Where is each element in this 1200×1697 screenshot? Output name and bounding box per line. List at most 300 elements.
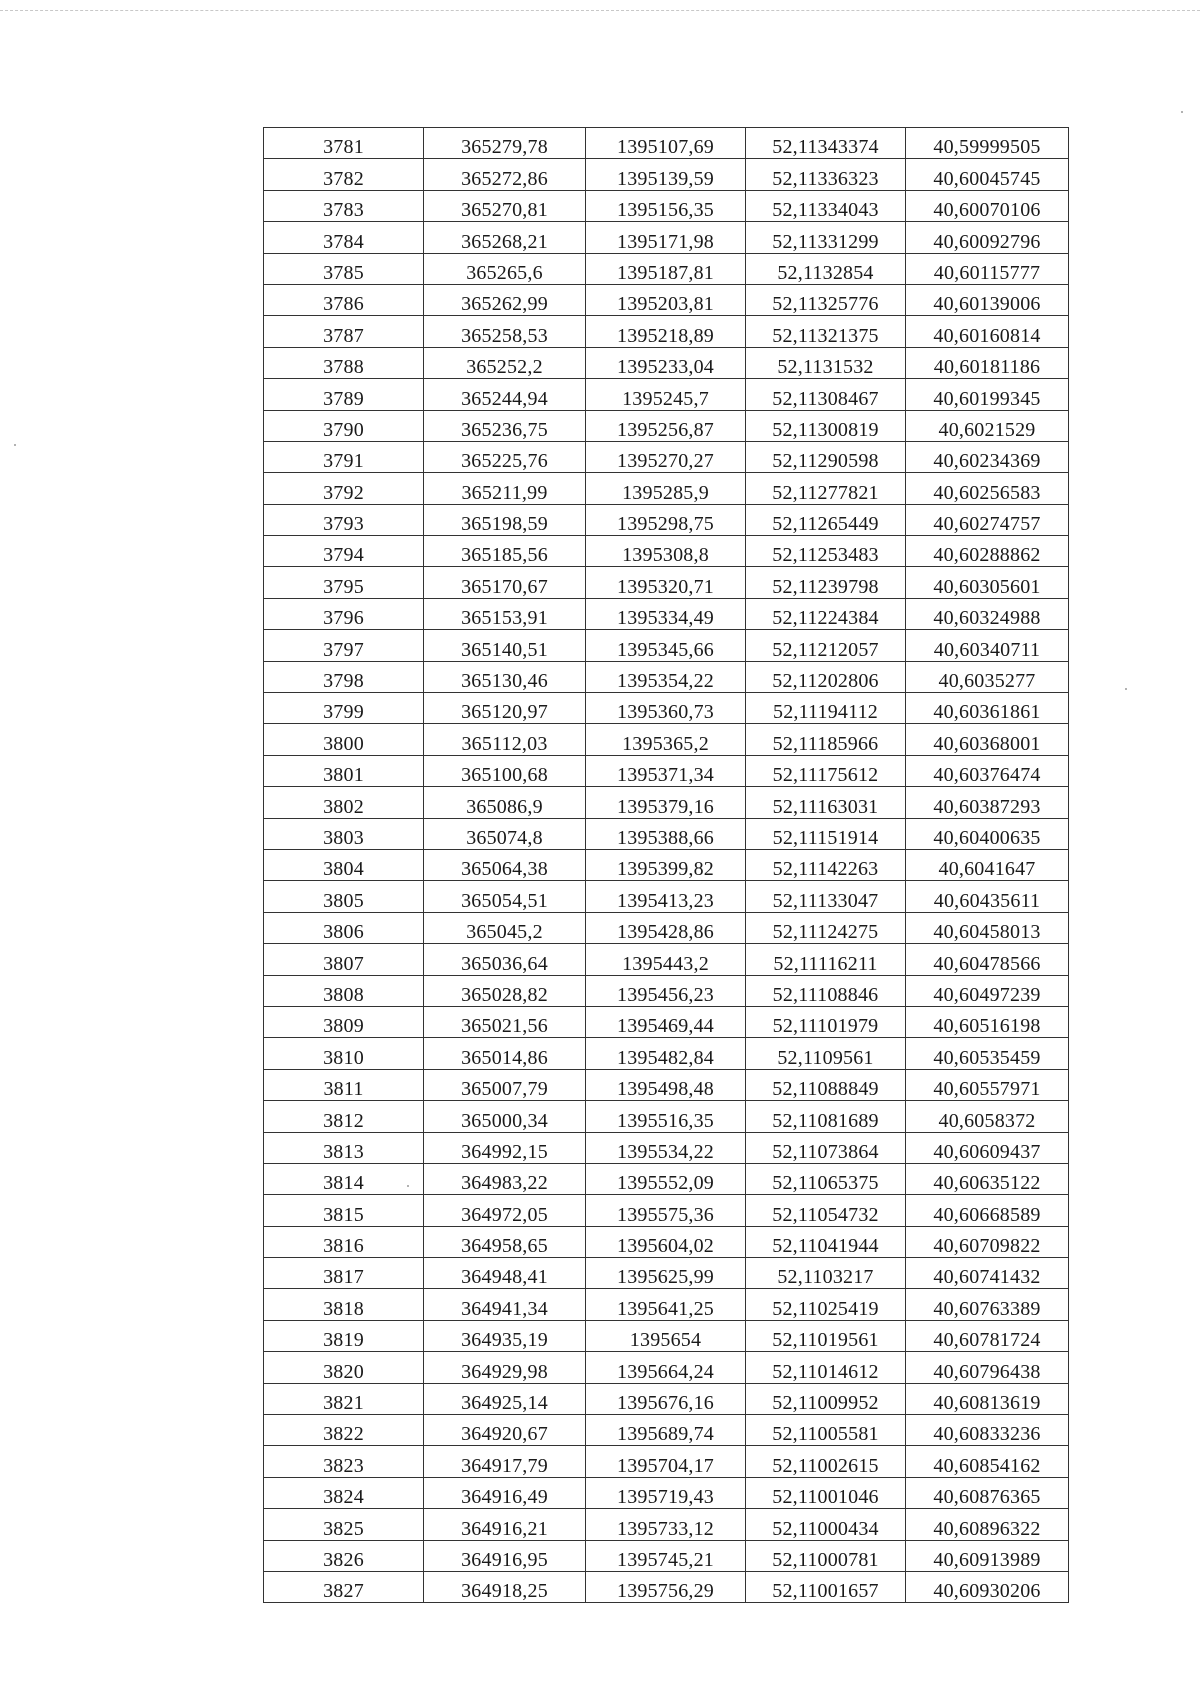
cell-text: 3791 bbox=[323, 450, 364, 473]
cell-text: 52,11124275 bbox=[772, 921, 879, 944]
cell-text: 52,11001657 bbox=[772, 1580, 879, 1603]
cell-text: 40,60368001 bbox=[933, 732, 1041, 755]
x-coordinate-cell bbox=[424, 944, 586, 975]
y-coordinate-cell bbox=[586, 1540, 746, 1571]
y-coordinate-cell bbox=[586, 1446, 746, 1477]
latitude-cell bbox=[746, 661, 906, 692]
point-number-cell bbox=[264, 1540, 424, 1571]
latitude-cell bbox=[746, 347, 906, 378]
cell-text: 364917,79 bbox=[461, 1454, 548, 1477]
longitude-cell bbox=[906, 504, 1069, 535]
cell-text: 1395719,43 bbox=[617, 1486, 714, 1509]
table-row bbox=[264, 1132, 1069, 1163]
latitude-cell bbox=[746, 1352, 906, 1383]
point-number-cell bbox=[264, 159, 424, 190]
table-row bbox=[264, 1571, 1069, 1602]
cell-text: 40,60609437 bbox=[933, 1140, 1041, 1163]
cell-text: 52,11025419 bbox=[772, 1297, 879, 1320]
cell-text: 3809 bbox=[323, 1015, 364, 1038]
longitude-cell bbox=[906, 849, 1069, 880]
cell-text: 52,1103217 bbox=[777, 1266, 874, 1289]
cell-text: 364992,15 bbox=[461, 1140, 548, 1163]
cell-text: 1395443,2 bbox=[622, 952, 709, 975]
point-number-cell bbox=[264, 1352, 424, 1383]
y-coordinate-cell bbox=[586, 128, 746, 159]
cell-text: 40,59999505 bbox=[933, 136, 1041, 159]
longitude-cell bbox=[906, 1320, 1069, 1351]
cell-text: 1395575,36 bbox=[617, 1203, 714, 1226]
x-coordinate-cell bbox=[424, 1571, 586, 1602]
cell-text: 40,60535459 bbox=[933, 1046, 1041, 1069]
cell-text: 3797 bbox=[323, 638, 364, 661]
x-coordinate-cell bbox=[424, 912, 586, 943]
cell-text: 3793 bbox=[323, 513, 364, 536]
point-number-cell bbox=[264, 849, 424, 880]
y-coordinate-cell bbox=[586, 693, 746, 724]
point-number-cell bbox=[264, 1383, 424, 1414]
cell-text: 364916,21 bbox=[461, 1517, 548, 1540]
y-coordinate-cell bbox=[586, 504, 746, 535]
cell-text: 52,11065375 bbox=[772, 1172, 879, 1195]
latitude-cell bbox=[746, 190, 906, 221]
longitude-cell bbox=[906, 1415, 1069, 1446]
cell-text: 364929,98 bbox=[461, 1360, 548, 1383]
latitude-cell bbox=[746, 1320, 906, 1351]
cell-text: 52,11001046 bbox=[772, 1486, 879, 1509]
y-coordinate-cell bbox=[586, 787, 746, 818]
cell-text: 40,60115777 bbox=[933, 261, 1041, 284]
table-row bbox=[264, 1352, 1069, 1383]
cell-text: 1395256,87 bbox=[617, 418, 714, 441]
cell-text: 3789 bbox=[323, 387, 364, 410]
cell-text: 40,60813619 bbox=[933, 1392, 1041, 1415]
x-coordinate-cell bbox=[424, 1195, 586, 1226]
point-number-cell bbox=[264, 1195, 424, 1226]
cell-text: 3787 bbox=[323, 324, 364, 347]
table-row bbox=[264, 975, 1069, 1006]
longitude-cell bbox=[906, 1289, 1069, 1320]
cell-text: 3826 bbox=[323, 1548, 364, 1571]
cell-text: 3821 bbox=[323, 1392, 364, 1415]
x-coordinate-cell bbox=[424, 975, 586, 1006]
longitude-cell bbox=[906, 128, 1069, 159]
x-coordinate-cell bbox=[424, 1383, 586, 1414]
cell-text: 3822 bbox=[323, 1423, 364, 1446]
latitude-cell bbox=[746, 284, 906, 315]
cell-text: 1395654 bbox=[629, 1329, 702, 1352]
point-number-cell bbox=[264, 1477, 424, 1508]
point-number-cell bbox=[264, 787, 424, 818]
cell-text: 1395756,29 bbox=[617, 1580, 714, 1603]
x-coordinate-cell bbox=[424, 379, 586, 410]
cell-text: 1395456,23 bbox=[617, 983, 714, 1006]
cell-text: 1395298,75 bbox=[617, 513, 714, 536]
cell-text: 1395365,2 bbox=[622, 732, 709, 755]
table-row bbox=[264, 1069, 1069, 1100]
cell-text: 3824 bbox=[323, 1486, 364, 1509]
point-number-cell bbox=[264, 724, 424, 755]
point-number-cell bbox=[264, 1006, 424, 1037]
longitude-cell bbox=[906, 253, 1069, 284]
cell-text: 365074,8 bbox=[466, 826, 543, 849]
longitude-cell bbox=[906, 1069, 1069, 1100]
point-number-cell bbox=[264, 1509, 424, 1540]
cell-text: 52,11002615 bbox=[772, 1454, 879, 1477]
y-coordinate-cell bbox=[586, 1320, 746, 1351]
cell-text: 40,60709822 bbox=[933, 1235, 1041, 1258]
latitude-cell bbox=[746, 818, 906, 849]
cell-text: 1395379,16 bbox=[617, 795, 714, 818]
table-row bbox=[264, 693, 1069, 724]
table-row bbox=[264, 159, 1069, 190]
cell-text: 3818 bbox=[323, 1297, 364, 1320]
latitude-cell bbox=[746, 1163, 906, 1194]
point-number-cell bbox=[264, 253, 424, 284]
latitude-cell bbox=[746, 944, 906, 975]
point-number-cell bbox=[264, 410, 424, 441]
cell-text: 52,11253483 bbox=[772, 544, 879, 567]
latitude-cell bbox=[746, 1540, 906, 1571]
latitude-cell bbox=[746, 630, 906, 661]
y-coordinate-cell bbox=[586, 1038, 746, 1069]
cell-text: 40,60376474 bbox=[933, 764, 1041, 787]
latitude-cell bbox=[746, 1132, 906, 1163]
y-coordinate-cell bbox=[586, 1352, 746, 1383]
cell-text: 365014,86 bbox=[461, 1046, 548, 1069]
cell-text: 3817 bbox=[323, 1266, 364, 1289]
y-coordinate-cell bbox=[586, 1415, 746, 1446]
point-number-cell bbox=[264, 1101, 424, 1132]
cell-text: 52,11009952 bbox=[772, 1392, 879, 1415]
cell-text: 365054,51 bbox=[461, 889, 548, 912]
longitude-cell bbox=[906, 661, 1069, 692]
cell-text: 52,1132854 bbox=[777, 261, 874, 284]
cell-text: 1395516,35 bbox=[617, 1109, 714, 1132]
y-coordinate-cell bbox=[586, 944, 746, 975]
latitude-cell bbox=[746, 410, 906, 441]
cell-text: 1395203,81 bbox=[617, 293, 714, 316]
longitude-cell bbox=[906, 379, 1069, 410]
cell-text: 1395733,12 bbox=[617, 1517, 714, 1540]
point-number-cell bbox=[264, 1320, 424, 1351]
cell-text: 1395689,74 bbox=[617, 1423, 714, 1446]
longitude-cell bbox=[906, 441, 1069, 472]
table-row bbox=[264, 473, 1069, 504]
cell-text: 365130,46 bbox=[461, 670, 548, 693]
cell-text: 52,11331299 bbox=[772, 230, 879, 253]
cell-text: 1395413,23 bbox=[617, 889, 714, 912]
x-coordinate-cell bbox=[424, 1006, 586, 1037]
cell-text: 52,11101979 bbox=[772, 1015, 879, 1038]
y-coordinate-cell bbox=[586, 1571, 746, 1602]
x-coordinate-cell bbox=[424, 1226, 586, 1257]
point-number-cell bbox=[264, 818, 424, 849]
scan-speck bbox=[14, 444, 16, 446]
y-coordinate-cell bbox=[586, 1509, 746, 1540]
cell-text: 40,60387293 bbox=[933, 795, 1041, 818]
cell-text: 3804 bbox=[323, 858, 364, 881]
cell-text: 3805 bbox=[323, 889, 364, 912]
y-coordinate-cell bbox=[586, 1132, 746, 1163]
cell-text: 3811 bbox=[323, 1078, 364, 1101]
cell-text: 40,60092796 bbox=[933, 230, 1041, 253]
latitude-cell bbox=[746, 1415, 906, 1446]
y-coordinate-cell bbox=[586, 473, 746, 504]
x-coordinate-cell bbox=[424, 410, 586, 441]
longitude-cell bbox=[906, 284, 1069, 315]
table-row bbox=[264, 630, 1069, 661]
cell-text: 3819 bbox=[323, 1329, 364, 1352]
latitude-cell bbox=[746, 504, 906, 535]
longitude-cell bbox=[906, 881, 1069, 912]
cell-text: 52,11151914 bbox=[772, 826, 879, 849]
y-coordinate-cell bbox=[586, 1195, 746, 1226]
cell-text: 40,6021529 bbox=[938, 418, 1036, 441]
cell-text: 40,60781724 bbox=[933, 1329, 1041, 1352]
point-number-cell bbox=[264, 755, 424, 786]
y-coordinate-cell bbox=[586, 567, 746, 598]
cell-text: 365268,21 bbox=[461, 230, 548, 253]
longitude-cell bbox=[906, 1006, 1069, 1037]
cell-text: 365170,67 bbox=[461, 575, 548, 598]
longitude-cell bbox=[906, 1226, 1069, 1257]
longitude-cell bbox=[906, 818, 1069, 849]
cell-text: 365036,64 bbox=[461, 952, 548, 975]
cell-text: 40,60930206 bbox=[933, 1580, 1041, 1603]
point-number-cell bbox=[264, 190, 424, 221]
longitude-cell bbox=[906, 1571, 1069, 1602]
cell-text: 40,60070106 bbox=[933, 199, 1041, 222]
cell-text: 3812 bbox=[323, 1109, 364, 1132]
cell-text: 40,60160814 bbox=[933, 324, 1041, 347]
table-row bbox=[264, 410, 1069, 441]
latitude-cell bbox=[746, 1383, 906, 1414]
point-number-cell bbox=[264, 567, 424, 598]
cell-text: 3820 bbox=[323, 1360, 364, 1383]
cell-text: 40,60435611 bbox=[933, 889, 1041, 912]
cell-text: 52,11133047 bbox=[772, 889, 879, 912]
cell-text: 52,11277821 bbox=[772, 481, 879, 504]
latitude-cell bbox=[746, 787, 906, 818]
x-coordinate-cell bbox=[424, 316, 586, 347]
cell-text: 365100,68 bbox=[461, 764, 548, 787]
longitude-cell bbox=[906, 1540, 1069, 1571]
cell-text: 3782 bbox=[323, 167, 364, 190]
table-row bbox=[264, 379, 1069, 410]
cell-text: 1395245,7 bbox=[622, 387, 709, 410]
longitude-cell bbox=[906, 598, 1069, 629]
cell-text: 1395233,04 bbox=[617, 356, 714, 379]
latitude-cell bbox=[746, 693, 906, 724]
latitude-cell bbox=[746, 1038, 906, 1069]
x-coordinate-cell bbox=[424, 1477, 586, 1508]
table-row bbox=[264, 1383, 1069, 1414]
longitude-cell bbox=[906, 724, 1069, 755]
cell-text: 52,11014612 bbox=[772, 1360, 879, 1383]
y-coordinate-cell bbox=[586, 1163, 746, 1194]
cell-text: 1395745,21 bbox=[617, 1548, 714, 1571]
latitude-cell bbox=[746, 1289, 906, 1320]
cell-text: 40,60181186 bbox=[933, 356, 1041, 379]
cell-text: 52,11343374 bbox=[772, 136, 879, 159]
table-row bbox=[264, 253, 1069, 284]
y-coordinate-cell bbox=[586, 1258, 746, 1289]
table-row bbox=[264, 1195, 1069, 1226]
cell-text: 40,60668589 bbox=[933, 1203, 1041, 1226]
cell-text: 364916,49 bbox=[461, 1486, 548, 1509]
cell-text: 3825 bbox=[323, 1517, 364, 1540]
longitude-cell bbox=[906, 1477, 1069, 1508]
cell-text: 3810 bbox=[323, 1046, 364, 1069]
table-row bbox=[264, 661, 1069, 692]
longitude-cell bbox=[906, 755, 1069, 786]
x-coordinate-cell bbox=[424, 1258, 586, 1289]
table-row bbox=[264, 1226, 1069, 1257]
latitude-cell bbox=[746, 1226, 906, 1257]
table-row bbox=[264, 504, 1069, 535]
point-number-cell bbox=[264, 975, 424, 1006]
point-number-cell bbox=[264, 347, 424, 378]
latitude-cell bbox=[746, 379, 906, 410]
x-coordinate-cell bbox=[424, 1320, 586, 1351]
longitude-cell bbox=[906, 410, 1069, 441]
latitude-cell bbox=[746, 881, 906, 912]
y-coordinate-cell bbox=[586, 818, 746, 849]
cell-text: 52,1109561 bbox=[777, 1046, 874, 1069]
cell-text: 1395218,89 bbox=[617, 324, 714, 347]
table-row bbox=[264, 567, 1069, 598]
x-coordinate-cell bbox=[424, 693, 586, 724]
point-number-cell bbox=[264, 1226, 424, 1257]
table-row bbox=[264, 1163, 1069, 1194]
latitude-cell bbox=[746, 1509, 906, 1540]
y-coordinate-cell bbox=[586, 1101, 746, 1132]
table-row bbox=[264, 284, 1069, 315]
cell-text: 364935,19 bbox=[461, 1329, 548, 1352]
x-coordinate-cell bbox=[424, 253, 586, 284]
cell-text: 1395371,34 bbox=[617, 764, 714, 787]
y-coordinate-cell bbox=[586, 881, 746, 912]
cell-text: 52,11019561 bbox=[772, 1329, 879, 1352]
y-coordinate-cell bbox=[586, 1006, 746, 1037]
cell-text: 40,60045745 bbox=[933, 167, 1041, 190]
point-number-cell bbox=[264, 473, 424, 504]
longitude-cell bbox=[906, 693, 1069, 724]
cell-text: 3796 bbox=[323, 607, 364, 630]
cell-text: 52,11290598 bbox=[772, 450, 879, 473]
y-coordinate-cell bbox=[586, 1289, 746, 1320]
longitude-cell bbox=[906, 975, 1069, 1006]
point-number-cell bbox=[264, 128, 424, 159]
cell-text: 52,11005581 bbox=[772, 1423, 879, 1446]
latitude-cell bbox=[746, 1477, 906, 1508]
x-coordinate-cell bbox=[424, 504, 586, 535]
y-coordinate-cell bbox=[586, 159, 746, 190]
table-row bbox=[264, 912, 1069, 943]
point-number-cell bbox=[264, 881, 424, 912]
x-coordinate-cell bbox=[424, 630, 586, 661]
cell-text: 52,11081689 bbox=[772, 1109, 879, 1132]
cell-text: 3781 bbox=[323, 136, 364, 159]
cell-text: 3783 bbox=[323, 199, 364, 222]
y-coordinate-cell bbox=[586, 912, 746, 943]
longitude-cell bbox=[906, 1038, 1069, 1069]
cell-text: 52,11088849 bbox=[772, 1078, 879, 1101]
longitude-cell bbox=[906, 473, 1069, 504]
x-coordinate-cell bbox=[424, 1069, 586, 1100]
cell-text: 3785 bbox=[323, 261, 364, 284]
cell-text: 3799 bbox=[323, 701, 364, 724]
y-coordinate-cell bbox=[586, 755, 746, 786]
y-coordinate-cell bbox=[586, 410, 746, 441]
cell-text: 52,11194112 bbox=[773, 701, 878, 724]
table-row bbox=[264, 598, 1069, 629]
cell-text: 40,60234369 bbox=[933, 450, 1041, 473]
cell-text: 1395171,98 bbox=[617, 230, 714, 253]
cell-text: 1395187,81 bbox=[617, 261, 714, 284]
longitude-cell bbox=[906, 536, 1069, 567]
cell-text: 1395469,44 bbox=[617, 1015, 714, 1038]
y-coordinate-cell bbox=[586, 441, 746, 472]
table-row bbox=[264, 347, 1069, 378]
table-row bbox=[264, 128, 1069, 159]
cell-text: 52,11325776 bbox=[772, 293, 879, 316]
cell-text: 1395360,73 bbox=[617, 701, 714, 724]
x-coordinate-cell bbox=[424, 1415, 586, 1446]
cell-text: 1395534,22 bbox=[617, 1140, 714, 1163]
longitude-cell bbox=[906, 944, 1069, 975]
cell-text: 3798 bbox=[323, 670, 364, 693]
x-coordinate-cell bbox=[424, 661, 586, 692]
point-number-cell bbox=[264, 441, 424, 472]
cell-text: 1395625,99 bbox=[617, 1266, 714, 1289]
cell-text: 365120,97 bbox=[461, 701, 548, 724]
table-row bbox=[264, 1446, 1069, 1477]
scan-speck bbox=[1181, 111, 1183, 113]
cell-text: 40,60876365 bbox=[933, 1486, 1041, 1509]
x-coordinate-cell bbox=[424, 536, 586, 567]
cell-text: 52,11116211 bbox=[773, 952, 878, 975]
cell-text: 3788 bbox=[323, 356, 364, 379]
latitude-cell bbox=[746, 253, 906, 284]
cell-text: 1395345,66 bbox=[617, 638, 714, 661]
longitude-cell bbox=[906, 567, 1069, 598]
point-number-cell bbox=[264, 661, 424, 692]
table-row bbox=[264, 881, 1069, 912]
latitude-cell bbox=[746, 1258, 906, 1289]
cell-text: 52,11202806 bbox=[772, 670, 879, 693]
coordinates-table-body bbox=[264, 128, 1069, 1603]
point-number-cell bbox=[264, 284, 424, 315]
x-coordinate-cell bbox=[424, 473, 586, 504]
cell-text: 1395428,86 bbox=[617, 921, 714, 944]
point-number-cell bbox=[264, 693, 424, 724]
cell-text: 52,11000781 bbox=[772, 1548, 879, 1571]
cell-text: 52,11185966 bbox=[772, 732, 879, 755]
latitude-cell bbox=[746, 159, 906, 190]
cell-text: 1395388,66 bbox=[617, 826, 714, 849]
point-number-cell bbox=[264, 598, 424, 629]
cell-text: 365000,34 bbox=[461, 1109, 548, 1132]
table-row bbox=[264, 1289, 1069, 1320]
cell-text: 52,11041944 bbox=[772, 1235, 879, 1258]
table-row bbox=[264, 222, 1069, 253]
table-row bbox=[264, 1509, 1069, 1540]
point-number-cell bbox=[264, 1415, 424, 1446]
latitude-cell bbox=[746, 1006, 906, 1037]
cell-text: 365265,6 bbox=[466, 261, 543, 284]
cell-text: 365244,94 bbox=[461, 387, 548, 410]
